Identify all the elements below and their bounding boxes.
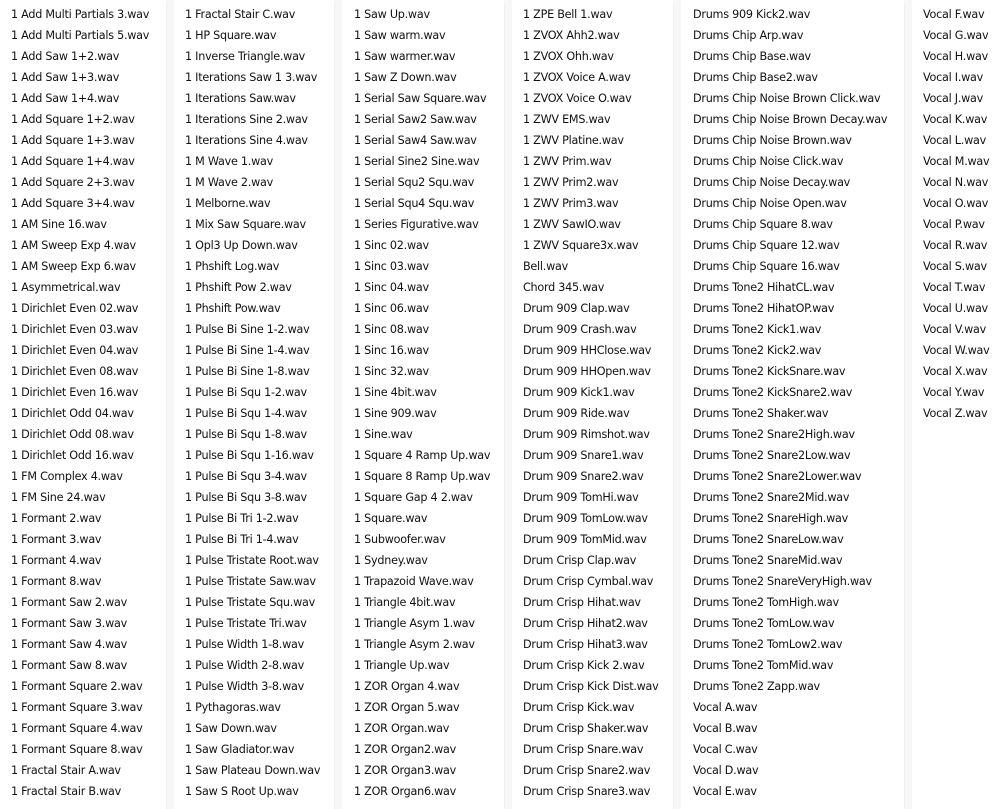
file-item[interactable]: 1 Asymmetrical.wav xyxy=(11,281,121,294)
file-item[interactable]: 1 Subwoofer.wav xyxy=(354,533,446,546)
file-item[interactable]: 1 Pulse Bi Tri 1-2.wav xyxy=(185,512,299,525)
column-gap xyxy=(673,0,681,809)
file-item[interactable]: 1 Pulse Tristate Saw.wav xyxy=(185,575,316,588)
file-item[interactable]: 1 Pulse Bi Sine 1-4.wav xyxy=(185,344,310,357)
column-gap xyxy=(334,0,342,809)
file-item[interactable]: 1 Pulse Width 3-8.wav xyxy=(185,680,304,693)
file-item[interactable]: 1 Pulse Bi Sine 1-8.wav xyxy=(185,365,310,378)
file-item[interactable]: 1 Serial Saw2 Saw.wav xyxy=(354,113,477,126)
file-column-2 xyxy=(178,4,335,809)
file-item[interactable]: Vocal H.wav xyxy=(923,50,988,63)
file-item[interactable]: Drum 909 Crash.wav xyxy=(523,323,637,336)
file-item[interactable]: Drums Tone2 Snare2Low.wav xyxy=(693,449,851,462)
file-item[interactable]: Drum 909 Snare2.wav xyxy=(523,470,644,483)
file-item[interactable]: 1 Formant Square 4.wav xyxy=(11,722,143,735)
file-item[interactable]: 1 Inverse Triangle.wav xyxy=(185,50,306,63)
file-item[interactable]: 1 Square 4 Ramp Up.wav xyxy=(354,449,491,462)
file-item[interactable]: 1 Trapazoid Wave.wav xyxy=(354,575,474,588)
file-item[interactable]: Drum Crisp Kick.wav xyxy=(523,701,635,714)
file-item[interactable]: 1 Formant Saw 3.wav xyxy=(11,617,127,630)
file-item[interactable]: Drums Chip Square 16.wav xyxy=(693,260,840,273)
file-item[interactable]: Drums Tone2 KickSnare2.wav xyxy=(693,386,853,399)
file-item[interactable]: Vocal G.wav xyxy=(923,29,989,42)
file-item[interactable]: 1 Serial Squ4 Squ.wav xyxy=(354,197,475,210)
file-item[interactable]: Vocal D.wav xyxy=(693,764,759,777)
file-item[interactable]: 1 Fractal Stair C.wav xyxy=(185,8,296,21)
file-item[interactable]: Drums Chip Base2.wav xyxy=(693,71,818,84)
file-item[interactable]: Drums Tone2 TomHigh.wav xyxy=(693,596,839,609)
file-item[interactable]: Vocal A.wav xyxy=(693,701,758,714)
file-item[interactable]: Drums Tone2 Snare2Lower.wav xyxy=(693,470,862,483)
file-item[interactable]: 1 Add Multi Partials 5.wav xyxy=(11,29,150,42)
file-item[interactable]: Bell.wav xyxy=(523,260,568,273)
file-item[interactable]: Drums Tone2 Snare2Mid.wav xyxy=(693,491,850,504)
file-item[interactable]: 1 Dirichlet Even 04.wav xyxy=(11,344,139,357)
file-item[interactable]: 1 Formant 2.wav xyxy=(11,512,102,525)
file-item[interactable]: 1 Square 8 Ramp Up.wav xyxy=(354,470,491,483)
file-item[interactable]: Drums Tone2 Kick1.wav xyxy=(693,323,822,336)
file-item[interactable]: 1 Saw warm.wav xyxy=(354,29,446,42)
file-item[interactable]: 1 Opl3 Up Down.wav xyxy=(185,239,298,252)
file-item[interactable]: 1 Dirichlet Odd 16.wav xyxy=(11,449,134,462)
file-item[interactable]: Drum Crisp Snare.wav xyxy=(523,743,644,756)
file-item[interactable]: 1 Pulse Bi Squ 1-8.wav xyxy=(185,428,307,441)
file-item[interactable]: Drum 909 Rimshot.wav xyxy=(523,428,650,441)
file-item[interactable]: 1 FM Complex 4.wav xyxy=(11,470,123,483)
file-item[interactable]: 1 Pulse Bi Squ 3-4.wav xyxy=(185,470,307,483)
file-item[interactable]: 1 HP Square.wav xyxy=(185,29,277,42)
file-item[interactable]: 1 Pulse Bi Sine 1-2.wav xyxy=(185,323,310,336)
file-item[interactable]: 1 ZWV Prim.wav xyxy=(523,155,612,168)
file-item[interactable]: Chord 345.wav xyxy=(523,281,605,294)
file-item[interactable]: Drums Chip Noise Decay.wav xyxy=(693,176,851,189)
file-item[interactable]: 1 Formant Saw 2.wav xyxy=(11,596,127,609)
file-item[interactable]: 1 Sine.wav xyxy=(354,428,413,441)
file-item[interactable]: 1 Iterations Saw 1 3.wav xyxy=(185,71,318,84)
file-item[interactable]: Drums Chip Base.wav xyxy=(693,50,811,63)
file-item[interactable]: 1 Pulse Bi Tri 1-4.wav xyxy=(185,533,299,546)
file-item[interactable]: Drums Tone2 TomLow.wav xyxy=(693,617,835,630)
file-item[interactable]: Drums Tone2 Kick2.wav xyxy=(693,344,822,357)
file-item[interactable]: 1 FM Sine 24.wav xyxy=(11,491,106,504)
file-item[interactable]: Drums Chip Noise Click.wav xyxy=(693,155,844,168)
file-item[interactable]: 1 Fractal Stair A.wav xyxy=(11,764,121,777)
file-item[interactable]: 1 ZPE Bell 1.wav xyxy=(523,8,613,21)
file-item[interactable]: 1 ZOR Organ2.wav xyxy=(354,743,457,756)
file-item[interactable]: Drum 909 HHOpen.wav xyxy=(523,365,651,378)
file-item[interactable]: 1 Add Square 1+4.wav xyxy=(11,155,135,168)
column-gap xyxy=(166,0,174,809)
file-column-3 xyxy=(347,4,505,809)
file-item[interactable]: 1 Pulse Bi Squ 3-8.wav xyxy=(185,491,307,504)
file-item[interactable]: 1 Fractal Stair B.wav xyxy=(11,785,122,798)
file-item[interactable]: Drum 909 HHClose.wav xyxy=(523,344,652,357)
file-item[interactable]: Drum Crisp Shaker.wav xyxy=(523,722,649,735)
file-item[interactable]: Vocal M.wav xyxy=(923,155,990,168)
file-item[interactable]: 1 Formant Saw 8.wav xyxy=(11,659,127,672)
file-item[interactable]: Drum Crisp Cymbal.wav xyxy=(523,575,654,588)
file-item[interactable]: Drums Tone2 Snare2High.wav xyxy=(693,428,855,441)
file-item[interactable]: Vocal R.wav xyxy=(923,239,988,252)
file-item[interactable]: 1 Add Square 1+3.wav xyxy=(11,134,135,147)
file-item[interactable]: 1 Add Saw 1+3.wav xyxy=(11,71,120,84)
file-item[interactable]: 1 Sinc 16.wav xyxy=(354,344,429,357)
file-item[interactable]: Drum Crisp Hihat2.wav xyxy=(523,617,648,630)
file-item[interactable]: 1 Saw warmer.wav xyxy=(354,50,456,63)
file-item[interactable]: Vocal J.wav xyxy=(923,92,984,105)
file-item[interactable]: Drum 909 Clap.wav xyxy=(523,302,630,315)
file-item[interactable]: Drums Tone2 TomLow2.wav xyxy=(693,638,843,651)
file-item[interactable]: Drums Tone2 SnareVeryHigh.wav xyxy=(693,575,872,588)
file-item[interactable]: 1 Sinc 03.wav xyxy=(354,260,429,273)
file-item[interactable]: 1 Pulse Bi Squ 1-16.wav xyxy=(185,449,314,462)
file-item[interactable]: Vocal V.wav xyxy=(923,323,986,336)
file-item[interactable]: 1 Pythagoras.wav xyxy=(185,701,281,714)
file-item[interactable]: 1 AM Sweep Exp 4.wav xyxy=(11,239,136,252)
file-item[interactable]: 1 AM Sine 16.wav xyxy=(11,218,107,231)
file-item[interactable]: 1 Serial Saw Square.wav xyxy=(354,92,487,105)
file-item[interactable]: 1 Pulse Width 2-8.wav xyxy=(185,659,304,672)
file-item[interactable]: Vocal C.wav xyxy=(693,743,758,756)
file-item[interactable]: Drum 909 TomMid.wav xyxy=(523,533,647,546)
file-item[interactable]: Drums Tone2 HihatOP.wav xyxy=(693,302,835,315)
file-item[interactable]: Vocal I.wav xyxy=(923,71,984,84)
file-item[interactable]: 1 ZVOX Ohh.wav xyxy=(523,50,614,63)
file-item[interactable]: 1 Iterations Saw.wav xyxy=(185,92,296,105)
file-item[interactable]: Drums Chip Square 8.wav xyxy=(693,218,833,231)
file-item[interactable]: 1 Saw Up.wav xyxy=(354,8,430,21)
file-item[interactable]: Drums Chip Arp.wav xyxy=(693,29,804,42)
file-item[interactable]: Drums Tone2 SnareHigh.wav xyxy=(693,512,848,525)
file-item[interactable]: 1 Serial Squ2 Squ.wav xyxy=(354,176,475,189)
file-item[interactable]: 1 Pulse Tristate Squ.wav xyxy=(185,596,315,609)
file-item[interactable]: 1 Formant Square 3.wav xyxy=(11,701,143,714)
file-item[interactable]: 1 Add Square 2+3.wav xyxy=(11,176,135,189)
file-item[interactable]: 1 Sinc 06.wav xyxy=(354,302,429,315)
file-item[interactable]: Drums Tone2 Shaker.wav xyxy=(693,407,829,420)
file-item[interactable]: 1 ZOR Organ 5.wav xyxy=(354,701,460,714)
file-item[interactable]: Drums Tone2 TomMid.wav xyxy=(693,659,834,672)
file-item[interactable]: Drum 909 TomHi.wav xyxy=(523,491,639,504)
file-item[interactable]: 1 AM Sweep Exp 6.wav xyxy=(11,260,136,273)
file-item[interactable]: 1 Triangle 4bit.wav xyxy=(354,596,456,609)
file-item[interactable]: 1 Sinc 02.wav xyxy=(354,239,429,252)
file-item[interactable]: Drums Tone2 KickSnare.wav xyxy=(693,365,846,378)
file-item[interactable]: 1 Dirichlet Odd 04.wav xyxy=(11,407,134,420)
file-item[interactable]: Drums Chip Noise Open.wav xyxy=(693,197,847,210)
file-item[interactable]: 1 ZWV SawIO.wav xyxy=(523,218,621,231)
file-item[interactable]: Drums Chip Noise Brown.wav xyxy=(693,134,852,147)
file-item[interactable]: Vocal F.wav xyxy=(923,8,985,21)
file-item[interactable]: Drum 909 TomLow.wav xyxy=(523,512,648,525)
file-item[interactable]: Vocal T.wav xyxy=(923,281,986,294)
file-item[interactable]: Drums Tone2 HihatCL.wav xyxy=(693,281,835,294)
file-item[interactable]: 1 ZOR Organ.wav xyxy=(354,722,450,735)
file-item[interactable]: Vocal W.wav xyxy=(923,344,990,357)
file-item[interactable]: Drum 909 Ride.wav xyxy=(523,407,630,420)
file-item[interactable]: 1 ZVOX Voice O.wav xyxy=(523,92,632,105)
file-item[interactable]: 1 Add Square 3+4.wav xyxy=(11,197,135,210)
file-item[interactable]: Drums Chip Square 12.wav xyxy=(693,239,840,252)
file-item[interactable]: Drums Tone2 Zapp.wav xyxy=(693,680,820,693)
file-item[interactable]: 1 ZVOX Ahh2.wav xyxy=(523,29,620,42)
file-item[interactable]: 1 Saw Z Down.wav xyxy=(354,71,457,84)
file-item[interactable]: Drums Tone2 SnareMid.wav xyxy=(693,554,843,567)
file-item[interactable]: 1 Triangle Asym 2.wav xyxy=(354,638,475,651)
file-item[interactable]: Drums 909 Kick2.wav xyxy=(693,8,811,21)
file-item[interactable]: 1 Pulse Bi Squ 1-2.wav xyxy=(185,386,307,399)
file-item[interactable]: Vocal Y.wav xyxy=(923,386,985,399)
file-item[interactable]: 1 Dirichlet Even 02.wav xyxy=(11,302,139,315)
file-item[interactable]: Vocal N.wav xyxy=(923,176,989,189)
file-item[interactable]: 1 ZWV Square3x.wav xyxy=(523,239,639,252)
file-item[interactable]: Vocal P.wav xyxy=(923,218,985,231)
file-item[interactable]: 1 Phshift Log.wav xyxy=(185,260,280,273)
file-item[interactable]: Vocal S.wav xyxy=(923,260,987,273)
file-item[interactable]: 1 Sydney.wav xyxy=(354,554,428,567)
file-item[interactable]: 1 Dirichlet Odd 08.wav xyxy=(11,428,134,441)
file-item[interactable]: Vocal L.wav xyxy=(923,134,986,147)
file-item[interactable]: 1 Iterations Sine 2.wav xyxy=(185,113,308,126)
file-item[interactable]: 1 Iterations Sine 4.wav xyxy=(185,134,308,147)
file-item[interactable]: 1 Triangle Asym 1.wav xyxy=(354,617,475,630)
file-item[interactable]: 1 ZWV Prim3.wav xyxy=(523,197,619,210)
file-item[interactable]: Drum 909 Kick1.wav xyxy=(523,386,635,399)
file-item[interactable]: Vocal Z.wav xyxy=(923,407,988,420)
file-item[interactable]: 1 Formant Square 8.wav xyxy=(11,743,143,756)
file-item[interactable]: 1 ZWV EMS.wav xyxy=(523,113,611,126)
file-item[interactable]: Vocal O.wav xyxy=(923,197,989,210)
file-item[interactable]: Drums Chip Noise Brown Click.wav xyxy=(693,92,881,105)
column-gap xyxy=(904,0,912,809)
file-item[interactable]: 1 Sinc 32.wav xyxy=(354,365,429,378)
file-item[interactable]: 1 Square.wav xyxy=(354,512,428,525)
file-item[interactable]: 1 Dirichlet Even 16.wav xyxy=(11,386,139,399)
file-item[interactable]: 1 Pulse Bi Squ 1-4.wav xyxy=(185,407,307,420)
file-item[interactable]: Drum 909 Snare1.wav xyxy=(523,449,644,462)
file-item[interactable]: Drum Crisp Clap.wav xyxy=(523,554,637,567)
file-item[interactable]: 1 Dirichlet Even 08.wav xyxy=(11,365,139,378)
file-item[interactable]: 1 Sine 909.wav xyxy=(354,407,437,420)
file-item[interactable]: 1 Formant 8.wav xyxy=(11,575,102,588)
file-item[interactable]: 1 Triangle Up.wav xyxy=(354,659,450,672)
file-item[interactable]: 1 Sine 4bit.wav xyxy=(354,386,437,399)
file-item[interactable]: 1 Phshift Pow 2.wav xyxy=(185,281,292,294)
file-item[interactable]: 1 ZWV Prim2.wav xyxy=(523,176,619,189)
file-item[interactable]: 1 Saw Plateau Down.wav xyxy=(185,764,321,777)
file-item[interactable]: 1 Saw S Root Up.wav xyxy=(185,785,299,798)
file-column-4 xyxy=(516,4,674,809)
file-item[interactable]: 1 ZOR Organ3.wav xyxy=(354,764,457,777)
file-item[interactable]: 1 ZOR Organ6.wav xyxy=(354,785,457,798)
file-item[interactable]: 1 Saw Gladiator.wav xyxy=(185,743,295,756)
file-item[interactable]: 1 ZOR Organ 4.wav xyxy=(354,680,460,693)
file-item[interactable]: 1 Pulse Tristate Root.wav xyxy=(185,554,319,567)
file-item[interactable]: 1 Add Square 1+2.wav xyxy=(11,113,135,126)
file-column-5 xyxy=(686,4,905,809)
file-item[interactable]: 1 Phshift Pow.wav xyxy=(185,302,281,315)
file-item[interactable]: 1 ZVOX Voice A.wav xyxy=(523,71,631,84)
file-item[interactable]: Vocal U.wav xyxy=(923,302,988,315)
file-item[interactable]: 1 Series Figurative.wav xyxy=(354,218,479,231)
file-item[interactable]: Vocal X.wav xyxy=(923,365,988,378)
file-item[interactable]: 1 Square Gap 4 2.wav xyxy=(354,491,473,504)
file-column-6 xyxy=(916,4,1004,809)
file-item[interactable]: 1 Formant Saw 4.wav xyxy=(11,638,127,651)
file-column-1 xyxy=(4,4,167,809)
file-item[interactable]: 1 Serial Sine2 Sine.wav xyxy=(354,155,480,168)
file-item[interactable]: 1 Add Saw 1+2.wav xyxy=(11,50,120,63)
file-item[interactable]: 1 M Wave 1.wav xyxy=(185,155,273,168)
file-item[interactable]: 1 Add Multi Partials 3.wav xyxy=(11,8,150,21)
file-item[interactable]: 1 M Wave 2.wav xyxy=(185,176,273,189)
file-item[interactable]: 1 Saw Down.wav xyxy=(185,722,277,735)
file-item[interactable]: Drum Crisp Kick Dist.wav xyxy=(523,680,659,693)
file-item[interactable]: Vocal E.wav xyxy=(693,785,757,798)
file-item[interactable]: 1 Serial Saw4 Saw.wav xyxy=(354,134,477,147)
file-item[interactable]: Drum Crisp Hihat3.wav xyxy=(523,638,648,651)
file-item[interactable]: 1 Formant 4.wav xyxy=(11,554,102,567)
file-item[interactable]: 1 Pulse Tristate Tri.wav xyxy=(185,617,307,630)
file-item[interactable]: 1 Mix Saw Square.wav xyxy=(185,218,306,231)
file-item[interactable]: Drum Crisp Hihat.wav xyxy=(523,596,641,609)
file-item[interactable]: 1 Formant Square 2.wav xyxy=(11,680,143,693)
file-item[interactable]: 1 Add Saw 1+4.wav xyxy=(11,92,120,105)
file-item[interactable]: Drum Crisp Snare2.wav xyxy=(523,764,651,777)
file-item[interactable]: 1 Melborne.wav xyxy=(185,197,271,210)
file-item[interactable]: 1 Sinc 04.wav xyxy=(354,281,429,294)
file-item[interactable]: Vocal K.wav xyxy=(923,113,988,126)
file-item[interactable]: Drums Tone2 SnareLow.wav xyxy=(693,533,844,546)
file-item[interactable]: 1 Sinc 08.wav xyxy=(354,323,429,336)
file-item[interactable]: Drum Crisp Snare3.wav xyxy=(523,785,651,798)
file-item[interactable]: 1 Pulse Width 1-8.wav xyxy=(185,638,304,651)
file-item[interactable]: Drums Chip Noise Brown Decay.wav xyxy=(693,113,888,126)
file-item[interactable]: Vocal B.wav xyxy=(693,722,758,735)
file-item[interactable]: 1 Formant 3.wav xyxy=(11,533,102,546)
column-gap xyxy=(504,0,512,809)
file-item[interactable]: Drum Crisp Kick 2.wav xyxy=(523,659,645,672)
file-item[interactable]: 1 ZWV Platine.wav xyxy=(523,134,624,147)
file-item[interactable]: 1 Dirichlet Even 03.wav xyxy=(11,323,139,336)
